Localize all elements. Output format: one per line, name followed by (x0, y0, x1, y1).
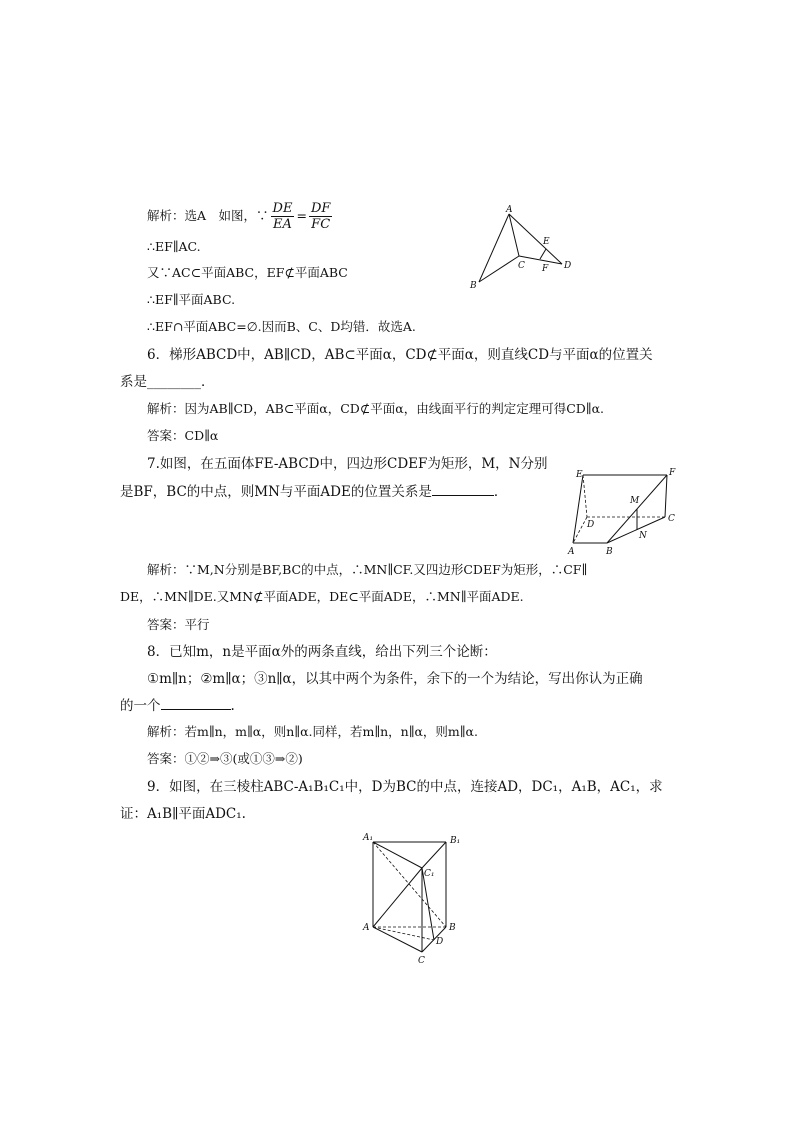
q5-solution-prefix: 解析：选A 如图，∵ (147, 208, 269, 223)
fraction-numerator: DE (272, 201, 293, 216)
q8-stem-line1: 8．已知m，n是平面α外的两条直线，给出下列三个论断： (147, 644, 497, 660)
q9-figure (360, 830, 470, 965)
label-a: A (363, 923, 370, 933)
q8-stem-line2: ①m∥n；②m∥α；③n∥α，以其中两个为条件，余下的一个为结论，写出你认为正确 (147, 671, 643, 687)
label-b1: B₁ (450, 836, 461, 846)
q5-solution-line2: ∴EF∥AC. (147, 239, 201, 254)
label-f: F (542, 264, 549, 274)
q5-figure (462, 200, 582, 295)
label-d: D (436, 937, 444, 947)
q7-solution-line2: DE，∴MN∥DE.又MN⊄平面ADE，DE⊂平面ADE，∴MN∥平面ADE. (120, 589, 524, 604)
label-b: B (449, 923, 456, 933)
label-c1: C₁ (424, 869, 435, 879)
fraction-de-ea (271, 201, 295, 232)
q5-solution-line1 (147, 201, 334, 232)
q8-stem-line3-end: . (230, 698, 235, 714)
q5-solution-line4: ∴EF∥平面ABC. (147, 292, 236, 307)
label-c: C (518, 261, 525, 271)
q6-solution: 解析：因为AB∥CD，AB⊂平面α，CD⊄平面α，由线面平行的判定定理可得CD∥α. (147, 401, 604, 416)
label-a1: A₁ (363, 833, 374, 843)
q7-stem-line2-text: 是BF，BC的中点，则MN与平面ADE的位置关系是 (120, 484, 432, 500)
q8-answer: 答案：①②⇒③(或①③⇒②) (147, 751, 303, 766)
q9-stem-line2: 证：A₁B∥平面ADC₁. (120, 806, 246, 822)
label-a: A (506, 205, 513, 215)
fraction-numerator: DF (310, 201, 331, 216)
q8-stem-line3-text: 的一个 (120, 698, 161, 714)
label-b: B (470, 281, 477, 291)
equals-sign: = (296, 208, 307, 223)
label-c: C (418, 956, 425, 966)
q7-stem-line2 (120, 483, 507, 501)
q6-stem-line1: 6．梯形ABCD中，AB∥CD，AB⊂平面α，CD⊄平面α，则直线CD与平面α的位置关 (147, 347, 653, 363)
q5-solution-line3: 又∵AC⊂平面ABC，EF⊄平面ABC (147, 265, 348, 280)
label-m: M (630, 496, 640, 506)
answer-blank (432, 483, 494, 496)
q8-solution: 解析：若m∥n，m∥α，则n∥α.同样，若m∥n，n∥α，则m∥α. (147, 724, 478, 739)
q5-solution-line5: ∴EF∩平面ABC=∅.因而B、C、D均错．故选A. (147, 319, 416, 334)
q7-stem-line1: 7.如图，在五面体FE-ABCD中，四边形CDEF为矩形，M，N分别 (147, 456, 548, 472)
label-a: A (568, 547, 575, 557)
label-d: D (587, 520, 595, 530)
label-d: D (564, 261, 572, 271)
label-e: E (576, 470, 583, 480)
label-c: C (668, 514, 675, 524)
answer-blank (161, 697, 231, 710)
label-f: F (669, 468, 676, 478)
q6-answer: 答案：CD∥α (147, 428, 219, 443)
fraction-denominator: FC (311, 217, 331, 232)
q9-stem-line1: 9．如图，在三棱柱ABC-A₁B₁C₁中，D为BC的中点，连接AD，DC₁，A₁B，AC₁，求 (147, 779, 663, 795)
label-b: B (606, 547, 613, 557)
q7-answer: 答案：平行 (147, 617, 210, 632)
q7-figure (565, 465, 685, 555)
q7-stem-line2-end: ． (493, 484, 508, 500)
fraction-denominator: EA (273, 217, 292, 232)
label-e: E (543, 237, 550, 247)
q6-stem-line2: 系是________． (120, 374, 215, 390)
fraction-df-fc (309, 201, 332, 232)
label-n: N (639, 531, 647, 541)
q7-solution-line1: 解析：∵M,N分别是BF,BC的中点，∴MN∥CF.又四边形CDEF为矩形，∴CF∥ (147, 562, 588, 577)
q8-stem-line3 (120, 697, 235, 715)
